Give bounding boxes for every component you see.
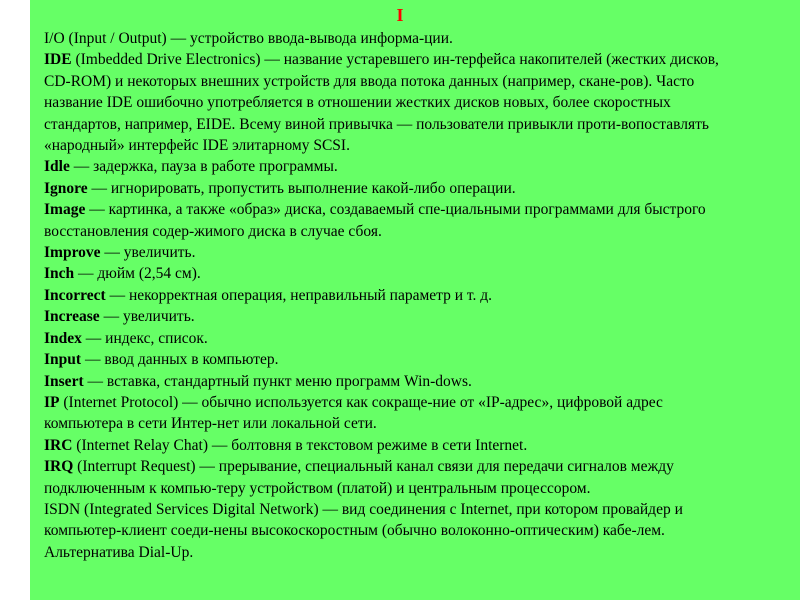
entry-term: IRC xyxy=(44,436,73,454)
entry-definition: (Internet Protocol) — обычно используется как сокраще-ние от «IP-адрес», цифровой адрес компьютера в сети Интер-нет или локальной сети. xyxy=(44,393,663,433)
entry-term: Input xyxy=(44,351,82,369)
glossary-entry xyxy=(44,306,726,327)
entry-term: Image xyxy=(44,201,86,219)
glossary-entry xyxy=(44,349,726,370)
glossary-entry xyxy=(44,328,726,349)
entry-definition: — увеличить. xyxy=(100,244,196,262)
entry-definition: (Input / Output) — устройство ввода-вывода информа-ции. xyxy=(64,30,453,47)
entry-definition: — задержка, пауза в работе программы. xyxy=(69,158,338,176)
entry-term: IP xyxy=(44,393,60,411)
glossary-entry xyxy=(44,456,726,499)
entry-term: ISDN xyxy=(44,500,81,518)
entry-term: IRQ xyxy=(44,458,74,476)
entry-term: IDE xyxy=(44,51,72,69)
slide-panel xyxy=(30,0,800,600)
entry-term: Ignore xyxy=(44,179,88,197)
entry-term: Increase xyxy=(44,308,100,326)
glossary-list xyxy=(44,28,726,563)
glossary-entry xyxy=(44,392,726,435)
entry-definition: — увеличить. xyxy=(99,308,195,326)
entry-definition: — ввод данных в компьютер. xyxy=(81,351,279,369)
glossary-entry xyxy=(44,371,726,392)
entry-definition: — вставка, стандартный пункт меню программ Win-dows. xyxy=(83,372,472,390)
entry-term: Inch xyxy=(44,265,75,283)
glossary-entry xyxy=(44,178,726,199)
entry-definition: — игнорировать, пропустить выполнение какой-либо операции. xyxy=(87,179,516,197)
glossary-entry xyxy=(44,285,726,306)
glossary-entry xyxy=(44,28,726,49)
glossary-entry xyxy=(44,435,726,456)
glossary-entry xyxy=(44,49,726,156)
section-letter-heading: I xyxy=(396,5,404,25)
entry-term: I/O xyxy=(44,30,65,47)
entry-definition: (Integrated Services Digital Network) — вид соединения с Internet, при котором провайдер и компьютер-клиент соеди-нены высокоскоростным (обычно волоконно-оптическим) кабе-лем. Альтернатива Dial-Up. xyxy=(44,500,683,561)
glossary-entry xyxy=(44,156,726,177)
entry-term: Improve xyxy=(44,244,101,262)
entry-definition: — индекс, список. xyxy=(81,329,208,347)
entry-definition: (Imbedded Drive Electronics) — название устаревшего ин-терфейса накопителей (жестких дисков, CD-ROM) и некоторых внешних устройств для ввода потока данных (например, скане-ров). Часто название IDE ошибочно употребляется в отношении жестких дисков новых, более скоростных стандартов, например, EIDE. Всему виной привычка — пользователи привыкли проти-вопоставлять «народный» интерфейс IDE элитарному SCSI. xyxy=(44,51,719,155)
entry-term: Insert xyxy=(44,372,84,390)
entry-definition: (Internet Relay Chat) — болтовня в текстовом режиме в сети Internet. xyxy=(72,436,528,454)
glossary-entry xyxy=(44,242,726,263)
glossary-entry xyxy=(44,499,726,563)
entry-definition: — дюйм (2,54 см). xyxy=(74,265,201,283)
entry-definition: — некорректная операция, неправильный параметр и т. д. xyxy=(105,286,493,304)
entry-definition: — картинка, а также «образ» диска, создаваемый спе-циальными программами для быстрого восстановления содер-жимого диска в случае сбоя. xyxy=(44,201,706,240)
entry-term: Index xyxy=(44,329,82,347)
entry-definition: (Interrupt Request) — прерывание, специальный канал связи для передачи сигналов между подключенным к компью-теру устройством (платой) и центральным процессором. xyxy=(44,458,674,497)
glossary-entry xyxy=(44,263,726,284)
entry-term: Incorrect xyxy=(44,286,106,304)
entry-term: Idle xyxy=(44,158,70,176)
glossary-entry xyxy=(44,199,726,242)
